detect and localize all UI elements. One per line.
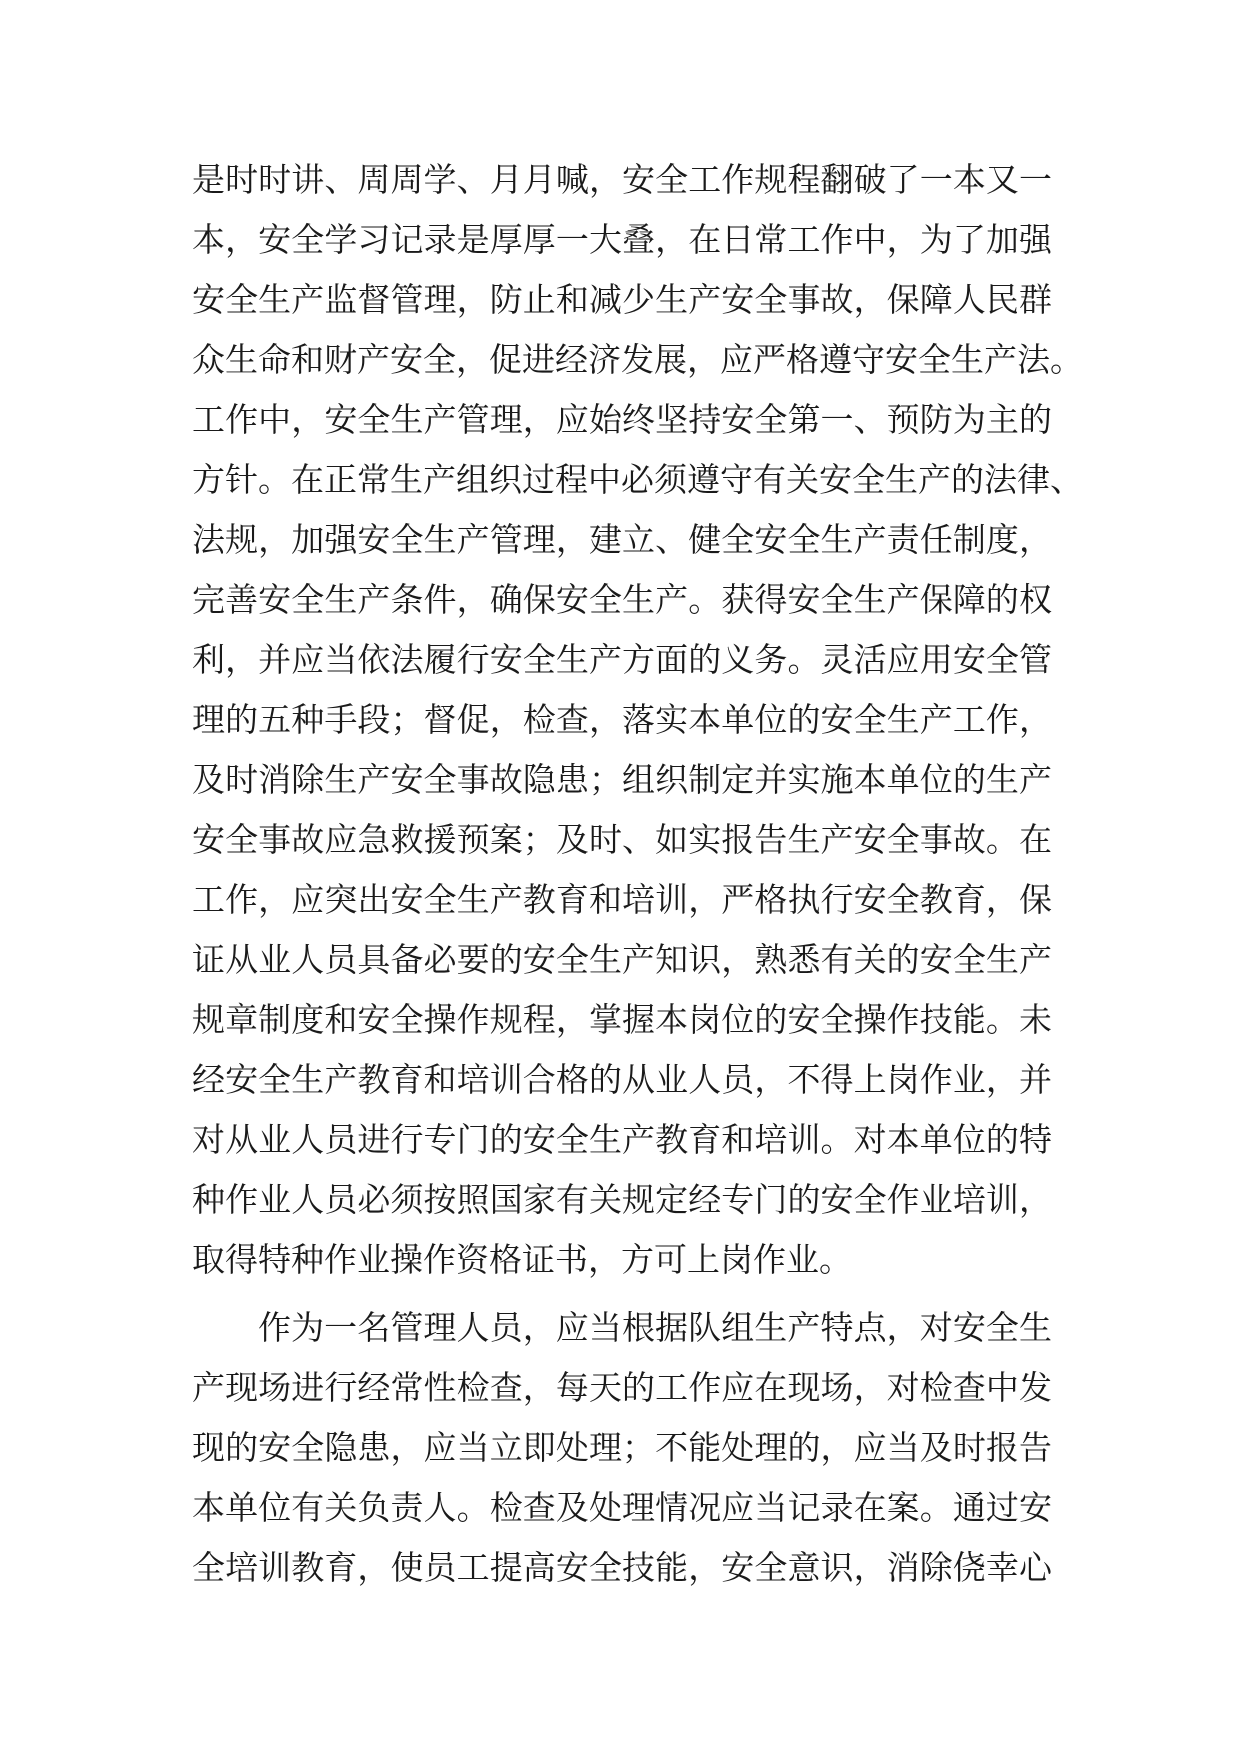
text-line: 全培训教育，使员工提高安全技能，安全意识，消除侥幸心	[192, 1548, 1052, 1587]
text-line: 工作，应突出安全生产教育和培训，严格执行安全教育，保	[192, 880, 1052, 919]
paragraph-spacer	[192, 1290, 1052, 1298]
paragraph-1	[192, 150, 1083, 1290]
text-line: 本单位有关负责人。检查及处理情况应当记录在案。通过安	[192, 1488, 1052, 1527]
text-line: 经安全生产教育和培训合格的从业人员，不得上岗作业，并	[192, 1060, 1052, 1099]
text-line: 取得特种作业操作资格证书，方可上岗作业。	[192, 1240, 852, 1279]
text-line: 理的五种手段；督促，检查，落实本单位的安全生产工作，	[192, 700, 1052, 739]
text-line: 众生命和财产安全，促进经济发展，应严格遵守安全生产法。	[192, 340, 1083, 379]
text-line: 安全事故应急救援预案；及时、如实报告生产安全事故。在	[192, 820, 1052, 859]
text-line: 证从业人员具备必要的安全生产知识，熟悉有关的安全生产	[192, 940, 1052, 979]
text-line: 工作中，安全生产管理，应始终坚持安全第一、预防为主的	[192, 400, 1052, 439]
text-line: 现的安全隐患，应当立即处理；不能处理的，应当及时报告	[192, 1428, 1052, 1467]
text-line: 产现场进行经常性检查，每天的工作应在现场，对检查中发	[192, 1368, 1052, 1407]
text-line: 本，安全学习记录是厚厚一大叠，在日常工作中，为了加强	[192, 220, 1052, 259]
text-line: 及时消除生产安全事故隐患；组织制定并实施本单位的生产	[192, 760, 1052, 799]
text-line: 法规，加强安全生产管理，建立、健全安全生产责任制度，	[192, 520, 1052, 559]
text-line: 完善安全生产条件，确保安全生产。获得安全生产保障的权	[192, 580, 1052, 619]
text-line: 规章制度和安全操作规程，掌握本岗位的安全操作技能。未	[192, 1000, 1052, 1039]
text-line: 安全生产监督管理，防止和减少生产安全事故，保障人民群	[192, 280, 1052, 319]
paragraph-2	[192, 1298, 1052, 1598]
text-line: 作为一名管理人员，应当根据队组生产特点，对安全生	[258, 1308, 1052, 1347]
text-line: 方针。在正常生产组织过程中必须遵守有关安全生产的法律、	[192, 460, 1083, 499]
text-line: 对从业人员进行专门的安全生产教育和培训。对本单位的特	[192, 1120, 1052, 1159]
text-line: 是时时讲、周周学、月月喊，安全工作规程翻破了一本又一	[192, 160, 1052, 199]
body-text	[192, 150, 1083, 1598]
text-line: 种作业人员必须按照国家有关规定经专门的安全作业培训，	[192, 1180, 1052, 1219]
text-line: 利，并应当依法履行安全生产方面的义务。灵活应用安全管	[192, 640, 1052, 679]
